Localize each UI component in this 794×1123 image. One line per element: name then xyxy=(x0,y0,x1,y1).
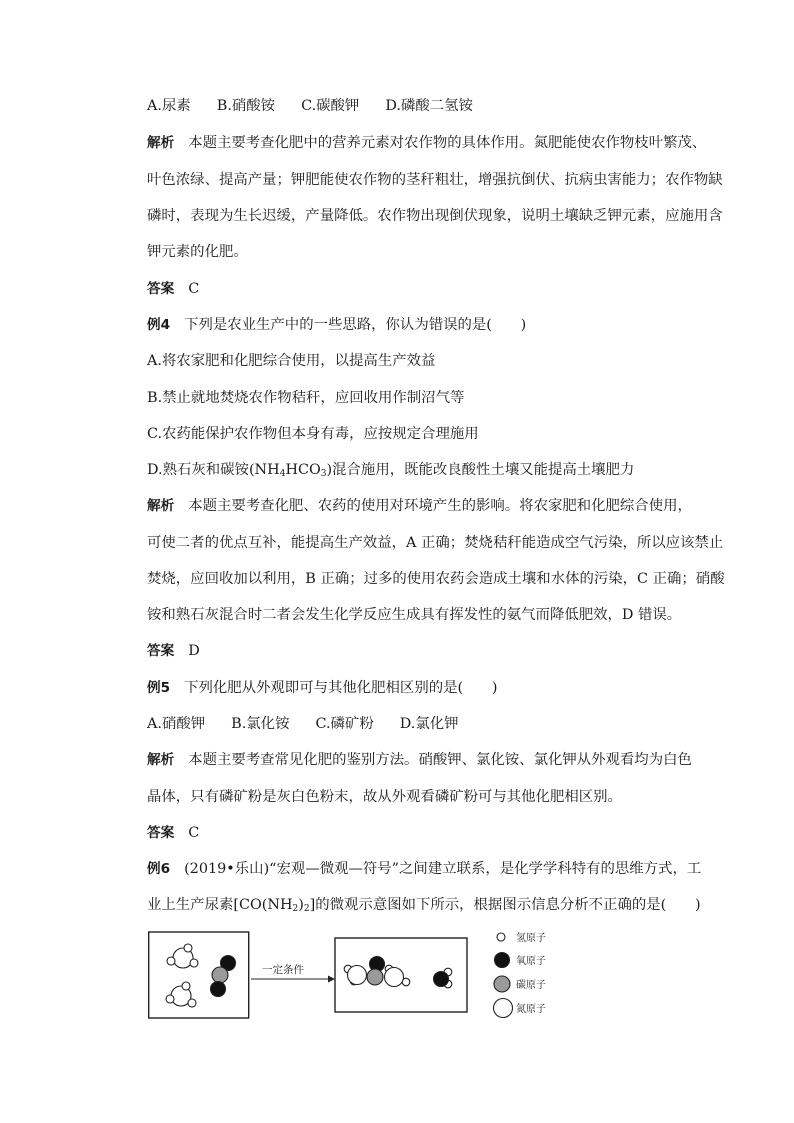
example-label: 例4 xyxy=(147,317,171,333)
stem-text: 下列是农业生产中的一些思路，你认为错误的是( ) xyxy=(184,317,527,333)
q5-options xyxy=(147,714,687,734)
ammonia-molecule xyxy=(167,944,198,968)
urea-molecule xyxy=(344,957,410,987)
q3-option-d: D.磷酸二氢铵 xyxy=(385,98,473,114)
q3-option-c: C.碳酸钾 xyxy=(301,98,360,114)
q3-option-b: B.硝酸铵 xyxy=(216,98,276,114)
ammonia-molecule xyxy=(166,982,196,1007)
q5-option-d: D.氯化钾 xyxy=(399,716,459,732)
legend xyxy=(494,933,513,1018)
reactants-box xyxy=(149,932,249,1018)
q3-options xyxy=(147,96,687,116)
q5-stem xyxy=(147,678,687,698)
nitrogen-atom-icon xyxy=(494,999,513,1018)
q6-stem-line-2: 业上生产尿素$[CO(NH_2)_2]$的微观示意图如下所示，根据图示信息分析不正确的是( ) xyxy=(147,897,701,914)
q4-option-d: D.熟石灰和碳铵$(NH_4HCO_3)$混合施用，既能改良酸性土壤又能提高土壤肥力 xyxy=(147,462,635,479)
hydrogen-atom-icon xyxy=(497,933,505,941)
answer-value: C xyxy=(188,825,200,841)
q4-option-c: C.农药能保护农作物但本身有毒，应按规定合理施用 xyxy=(147,426,479,442)
q3-answer xyxy=(147,279,687,299)
answer-label: 答案 xyxy=(147,643,175,659)
q5-analysis-line-2: 晶体，只有磷矿粉是灰白色粉末，故从外观看磷矿粉可与其他化肥相区别。 xyxy=(147,789,622,805)
q5-option-b: B.氯化铵 xyxy=(231,716,290,732)
analysis-label: 解析 xyxy=(147,752,175,768)
water-molecule xyxy=(434,968,452,988)
example-label: 例5 xyxy=(147,680,171,696)
answer-label: 答案 xyxy=(147,825,175,841)
q4-analysis-line-1 xyxy=(147,496,692,516)
q5-option-a: A.硝酸钾 xyxy=(147,716,206,732)
stem-text: 下列化肥从外观即可与其他化肥相区别的是( ) xyxy=(184,680,498,696)
legend-hydrogen: 氢原子 xyxy=(516,933,546,944)
analysis-label: 解析 xyxy=(147,498,175,514)
answer-label: 答案 xyxy=(147,281,175,297)
answer-value: C xyxy=(188,281,200,297)
q4-option-b: B.禁止就地焚烧农作物秸秆，应回收用作制沼气等 xyxy=(147,390,465,406)
analysis-text: 本题主要考查常见化肥的鉴别方法。硝酸钾、氯化铵、氯化钾从外观看均为白色 xyxy=(188,752,692,768)
q3-analysis-line-4: 钾元素的化肥。 xyxy=(147,244,248,260)
arrow-label: 一定条件 xyxy=(262,964,304,976)
carbon-dioxide-molecule xyxy=(211,956,236,997)
q4-answer xyxy=(147,641,687,661)
q4-analysis-line-4: 铵和熟石灰混合时二者会发生化学反应生成具有挥发性的氨气而降低肥效，D 错误。 xyxy=(147,607,682,623)
analysis-label: 解析 xyxy=(147,135,175,151)
q4-analysis-line-2: 可使二者的优点互补，能提高生产效益，A 正确；焚烧秸秆能造成空气污染，所以应该禁止 xyxy=(147,535,724,551)
example-label: 例6 xyxy=(147,861,171,877)
stem-text: (2019•乐山)“宏观—微观—符号”之间建立联系，是化学学科特有的思维方式，工 xyxy=(184,861,702,877)
analysis-text: 本题主要考查化肥、农药的使用对环境产生的影响。将农家肥和化肥综合使用， xyxy=(188,498,692,514)
legend-nitrogen: 氮原子 xyxy=(516,1004,546,1015)
q3-analysis-line-3: 磷时，表现为生长迟缓，产量降低。农作物出现倒伏现象，说明土壤缺乏钾元素，应施用含 xyxy=(147,208,723,224)
analysis-text: 本题主要考查化肥中的营养元素对农作物的具体作用。氮肥能使农作物枝叶繁茂、 xyxy=(188,135,707,151)
reaction-diagram xyxy=(148,929,588,1025)
q5-analysis-line-1 xyxy=(147,750,692,770)
q4-stem xyxy=(147,315,687,335)
answer-value: D xyxy=(188,643,200,659)
q5-option-c: C.磷矿粉 xyxy=(315,716,374,732)
arrow-head-icon xyxy=(328,976,335,983)
legend-carbon: 碳原子 xyxy=(516,980,546,991)
q6-stem-line-1 xyxy=(147,859,702,879)
q5-answer xyxy=(147,823,687,843)
q3-option-a: A.尿素 xyxy=(147,98,191,114)
carbon-atom-icon xyxy=(494,976,510,992)
oxygen-atom-icon xyxy=(495,953,510,968)
q4-option-a: A.将农家肥和化肥综合使用，以提高生产效益 xyxy=(147,353,436,369)
q3-analysis-line-1 xyxy=(147,133,707,153)
legend-oxygen: 氧原子 xyxy=(516,956,546,967)
q3-analysis-line-2: 叶色浓绿、提高产量；钾肥能使农作物的茎秆粗壮，增强抗倒伏、抗病虫害能力；农作物缺 xyxy=(147,172,723,188)
q4-analysis-line-3: 焚烧，应回收加以利用，B 正确；过多的使用农药会造成土壤和水体的污染，C 正确；硝酸 xyxy=(147,571,725,587)
